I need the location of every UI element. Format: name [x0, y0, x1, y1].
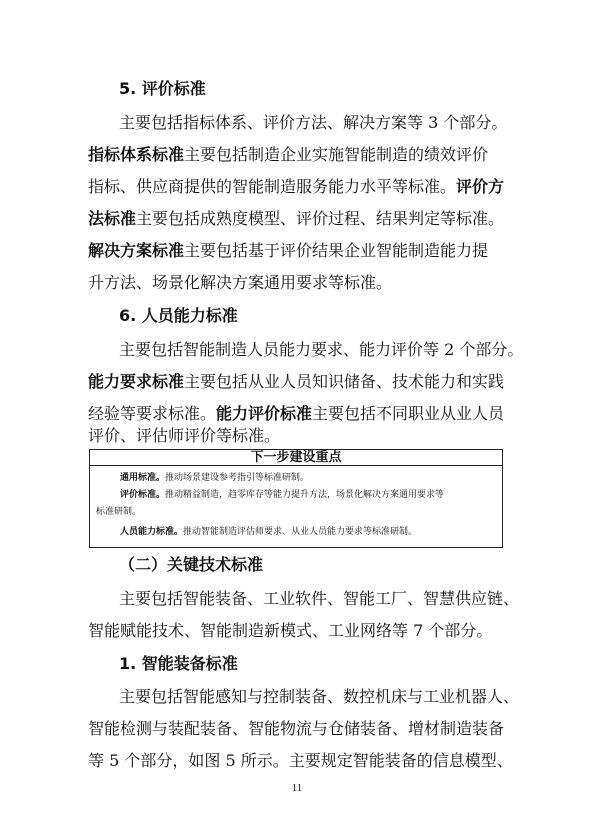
next-steps-general [120, 473, 309, 484]
ability-assessment-label: 能力评价标准 [216, 404, 313, 423]
section-heading-eval: 5. 评价标准 [119, 79, 206, 98]
equipment-text-3: 等 5 个部分，如图 5 所示。主要规定智能装备的信息模型、 [88, 751, 513, 770]
next-steps-eval-line-2: 标准研制。 [96, 507, 142, 517]
next-steps-box [89, 449, 503, 548]
eval-standard-text-1: 推动精益制造，趋零库存等能力提升方法，场景化解决方案通用要求等 [165, 490, 445, 500]
indicator-system-text-2: 指标、供应商提供的智能制造服务能力水平等标准。 [88, 177, 457, 196]
personnel-req-line-1 [88, 373, 504, 391]
solution-text-1: 主要包括基于评价结果企业智能制造能力提 [184, 241, 489, 260]
ability-requirement-text-1: 主要包括从业人员知识储备、技术能力和实践 [184, 372, 505, 391]
equipment-text-2: 智能检测与装配装备、智能物流与仓储装备、增材制造装备 [88, 719, 505, 738]
section-heading-personnel: 6. 人员能力标准 [119, 306, 238, 325]
indicator-system-label: 指标体系标准 [88, 145, 185, 164]
eval-indicator-line-1 [88, 146, 488, 164]
personnel-req-line-2 [88, 405, 504, 423]
eval-indicator-line-2 [88, 178, 504, 196]
personnel-assess-line-2: 评价、评估师评价等标准。 [88, 426, 281, 445]
eval-method-label-1: 评价方 [456, 177, 505, 196]
next-steps-title: 下一步建设重点 [90, 450, 502, 466]
ability-assessment-text-1: 主要包括不同职业从业人员 [312, 404, 505, 423]
eval-method-text: 主要包括成熟度模型、评价过程、结果判定等标准。 [136, 209, 505, 228]
general-standard-text: 推动场景建设参考指引等标准研制。 [165, 473, 310, 483]
general-standard-label: 通用标准。 [120, 473, 166, 483]
personnel-standard-label: 人员能力标准。 [120, 527, 184, 537]
section-heading-key-tech: （二）关键技术标准 [119, 555, 264, 574]
indicator-system-text-1: 主要包括制造企业实施智能制造的绩效评价 [184, 145, 489, 164]
eval-standard-label: 评价标准。 [120, 490, 166, 500]
key-tech-intro-1: 主要包括智能装备、工业软件、智能工厂、智慧供应链、 [119, 589, 520, 608]
eval-solution-line-1 [88, 242, 488, 260]
eval-intro: 主要包括指标体系、评价方法、解决方案等 3 个部分。 [119, 113, 508, 132]
ability-requirement-text-2: 经验等要求标准。 [88, 404, 217, 423]
next-steps-personnel [120, 527, 417, 538]
solution-label: 解决方案标准 [88, 241, 185, 260]
next-steps-eval-line-1 [120, 490, 444, 501]
eval-method-label-2: 法标准 [88, 209, 137, 228]
personnel-intro: 主要包括智能制造人员能力要求、能力评价等 2 个部分。 [119, 340, 524, 359]
eval-method-line [88, 210, 504, 228]
ability-requirement-label: 能力要求标准 [88, 372, 185, 391]
section-heading-equipment: 1. 智能装备标准 [119, 654, 238, 673]
page-number: 11 [291, 782, 303, 794]
personnel-standard-text: 推动智能制造评估师要求、从业人员能力要求等标准研制。 [183, 527, 418, 537]
equipment-text-1: 主要包括智能感知与控制装备、数控机床与工业机器人、 [119, 687, 520, 706]
key-tech-intro-2: 智能赋能技术、智能制造新模式、工业网络等 7 个部分。 [88, 621, 493, 640]
eval-solution-line-2: 升方法、场景化解决方案通用要求等标准。 [88, 273, 393, 292]
